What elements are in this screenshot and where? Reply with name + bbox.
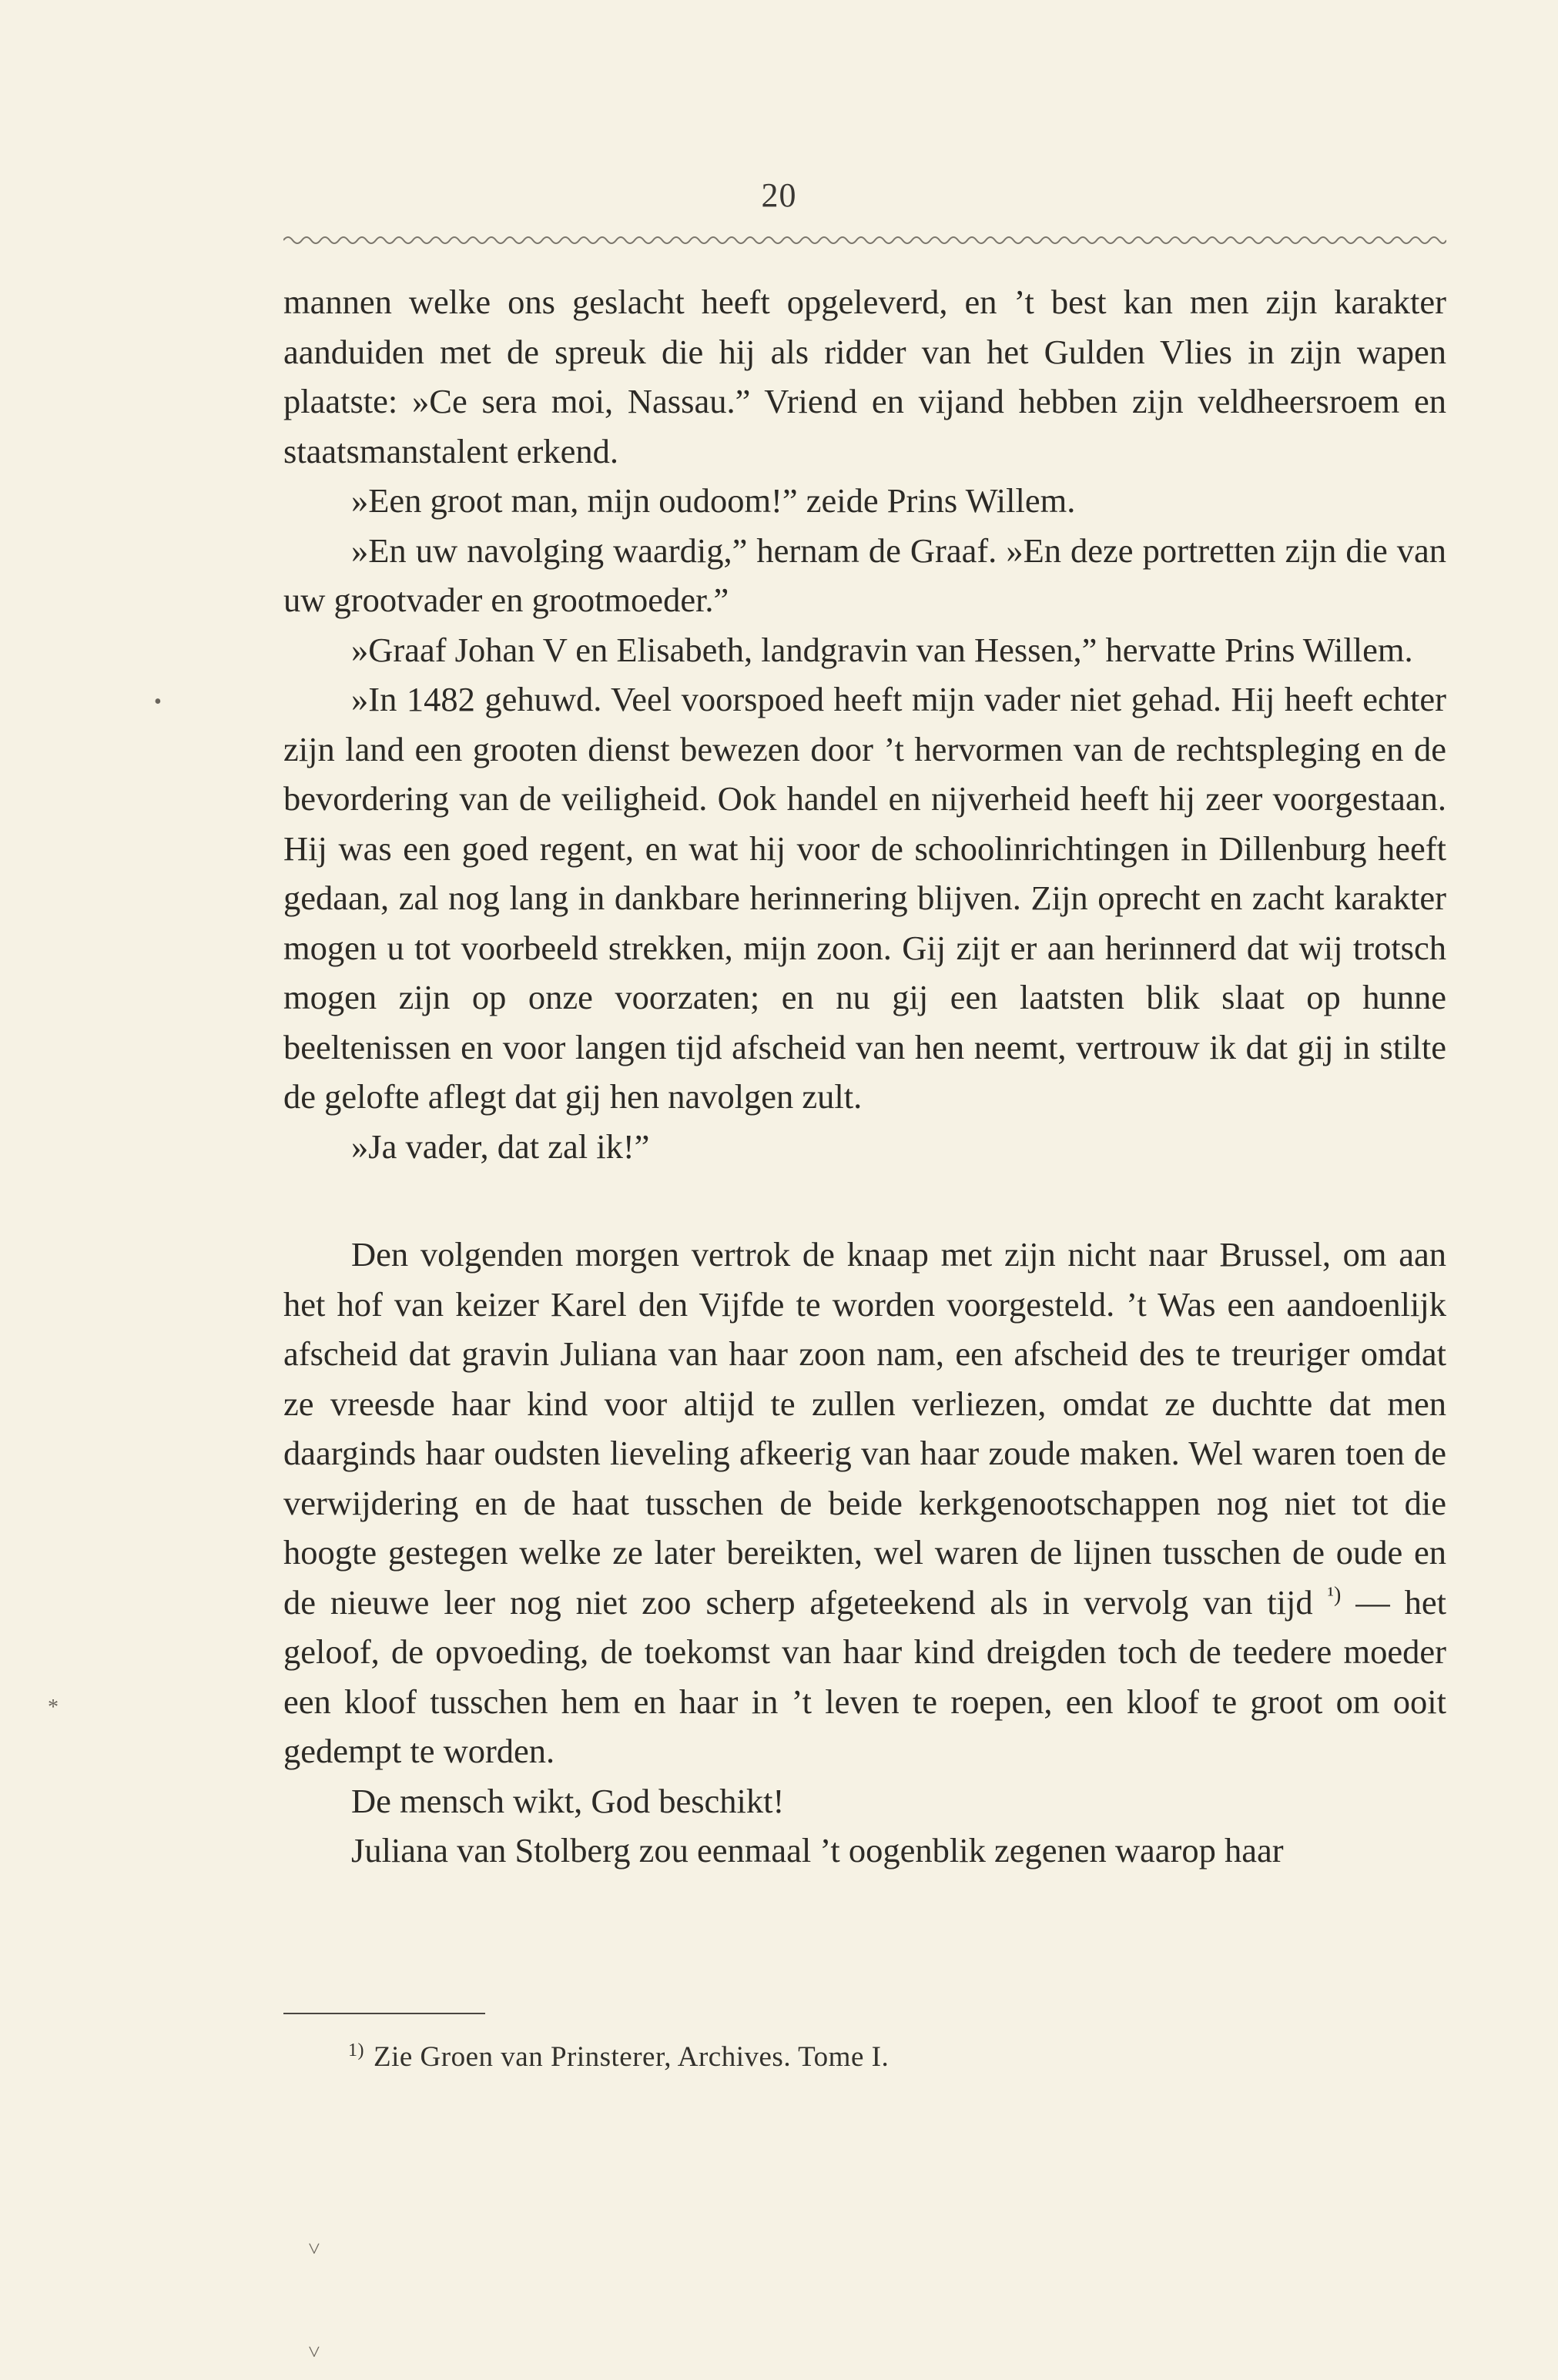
header-ornament-rule [283,229,1446,248]
page-number: 20 [761,176,797,214]
paragraph: »Graaf Johan V en Elisabeth, landgravin van Hessen,” hervatte Prins Willem. [351,630,1413,669]
paragraph: »En uw navolging waardig,” hernam de Graaf. »En deze portretten zijn die van uw grootvader en grootmoeder.” [283,531,1446,619]
paragraph-text: Den volgenden morgen vertrok de knaap met zijn nicht naar Brussel, om aan het hof van keizer Karel den Vijfde te worden voorgesteld. ’t Was een aandoenlijk afscheid dat gravin Juliana van haar zoon nam, een afscheid des te treuriger omdat ze vreesde haar kind voor altijd te zullen verliezen, omdat ze duchtte dat men daarginds haar oudsten lieveling afkeerig van haar zoude maken. Wel waren toen de verwijdering en de haat tusschen de beide kerkgenootschappen nog niet tot die hoogte gestegen welke ze later bereikten, wel waren de lijnen tusschen de oude en de nieuwe leer nog niet zoo scherp afgeteekend als in vervolg van tijd [283,1235,1446,1622]
paragraph: »Ja vader, dat zal ik!” [351,1126,650,1166]
footnote-divider [283,2013,485,2014]
margin-asterisk-mark: * [48,1695,59,1719]
paragraph-with-footnote [283,1230,1446,1776]
margin-small-mark: ˅ [308,2238,320,2261]
paragraph: De mensch wikt, God beschikt! [351,1781,785,1820]
footnote-reference[interactable]: ¹) [1327,1582,1342,1607]
body-text [283,277,1446,1876]
paragraph: Juliana van Stolberg zou eenmaal ’t oogenblik zegenen waarop haar [351,1831,1284,1870]
footnote-text: Zie Groen van Prinsterer, Archives. Tome I. [374,2041,890,2073]
margin-small-mark: ˅ [308,2341,320,2365]
footnote [348,2040,889,2074]
paragraph: »In 1482 gehuwd. Veel voorspoed heeft mijn vader niet gehad. Hij heeft echter zijn land een grooten dienst bewezen door ’t hervormen van de rechtspleging en de bevordering van de veiligheid. Ook handel en nijverheid heeft hij zeer voorgestaan. Hij was een goed regent, en wat hij voor de schoolinrichtingen in Dillenburg heeft gedaan, zal nog lang in dankbare herinnering blijven. Zijn oprecht en zacht karakter mogen u tot voorbeeld strekken, mijn zoon. Gij zijt er aan herinnerd dat wij trotsch mogen zijn op onze voorzaten; en nu gij een laatsten blik slaat op hunne beeltenissen en voor langen tijd afscheid van hen neemt, vertrouw ik dat gij in stilte de gelofte aflegt dat gij hen navolgen zult. [283,680,1446,1116]
footnote-marker: 1) [348,2040,364,2060]
paragraph-continuation: — het geloof, de opvoeding, de toekomst van haar kind dreigden toch de teedere moeder een kloof tusschen hem en haar in ’t leven te roepen, een kloof te groot om ooit gedempt te worden. [283,1582,1446,1770]
paragraph: »Een groot man, mijn oudoom!” zeide Prins Willem. [351,481,1076,520]
paragraph: mannen welke ons geslacht heeft opgeleverd, en ’t best kan men zijn karakter aanduiden met de spreuk die hij als ridder van het Gulden Vlies in zijn wapen plaatste: »Ce sera moi, Nassau.” Vriend en vijand hebben zijn veldheersroem en staatsmanstalent erkend. [283,283,1446,470]
margin-dot-mark: • [154,690,162,714]
